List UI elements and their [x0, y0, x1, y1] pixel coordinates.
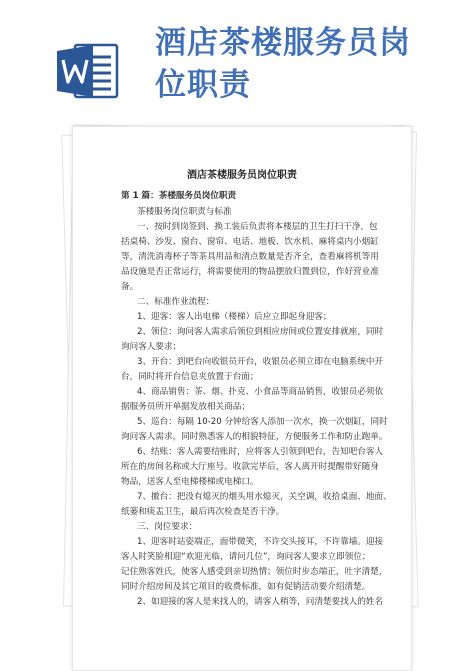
paragraph-line: 7、撤台：把没有熄灭的烟头用水熄灭，关空调，收拾桌面、地面、 [137, 492, 392, 502]
page-title: 酒店茶楼服务员岗位职责 [187, 170, 297, 181]
word-icon [57, 43, 119, 99]
paragraph-line: 同时介绍房间及其它项目的收费标准，如有促销活动要介绍清楚。 [121, 582, 371, 592]
document-page [72, 126, 412, 671]
paragraph-line: 物品，送客人至电梯楼梯或电梯口。 [121, 477, 259, 487]
section-heading: 第 1 篇：茶楼服务员岗位职责 [121, 191, 237, 201]
paragraph-line: 等，清洗消毒杯子等茶具用品和清点数量是否齐全，查看麻将机等用 [121, 252, 379, 262]
paragraph-line: 纸篓和痰盂卫生，最后再次检查是否干净。 [121, 507, 285, 517]
paragraph-line: 2、如迎接的客人是来找人的，请客人稍等，问清楚要找人的姓名 [137, 597, 384, 607]
paragraph-line: 茶楼服务岗位职责与标准 [137, 207, 232, 217]
paragraph-line: 5、巡台：每隔 10-20 分钟给客人添加一次水，换一次烟缸，同时 [137, 417, 388, 427]
paragraph-line: 三、岗位要求： [137, 522, 198, 532]
paragraph-line: 询问客人需求，同时熟悉客人的相貌特征，方便服务工作和防止跑单。 [121, 432, 388, 442]
title-line-1: 酒店茶楼服务员岗 [155, 25, 411, 61]
paragraph-line: 6、结账：客人需要结账时，应将客人引领到吧台，告知吧台客人 [137, 447, 384, 457]
paragraph-line: 1、迎客：客人出电梯（楼梯）后应立即起身迎客； [137, 312, 332, 322]
paragraph-line: 备。 [121, 282, 139, 292]
paragraph-line: 二、标准作业流程： [137, 297, 215, 307]
paragraph-line: 3、开台：到吧台向收银员开台，收银员必须立即在电脑系统中开 [137, 357, 384, 367]
paragraph-line: 据服务员所开单据发放相关商品； [121, 402, 250, 412]
paragraph-line: 1、迎客时站姿端正，面带微笑，不许交头接耳，不许靠墙。迎接 [137, 537, 384, 547]
paragraph-line: 询问客人要求； [121, 342, 182, 352]
paragraph-line: 记住熟客姓氏，使客人感受到亲切热情；领位时步态端正，吐字清楚， [121, 567, 388, 577]
paragraph-line: 括桌椅、沙发、窗台、窗帘、电话、地板、饮水机、麻将桌内小烟缸 [121, 237, 379, 247]
title-line-2: 位职责 [155, 67, 251, 103]
paragraph-line: 一、按时到岗签到、换工装后负责将本楼层的卫生打扫干净，包 [137, 222, 378, 232]
paragraph-line: 品设施是否正常运行，将需要使用的物品摆放归置到位，作好营业准 [121, 267, 379, 277]
paragraph-line: 2、领位：询问客人需求后领位到相应房间或位置安排就座，同时 [137, 327, 384, 337]
paragraph-line: 4、商品销售：茶、烟、扑克、小食品等商品销售，收银员必须依 [137, 387, 384, 397]
document-header [0, 0, 474, 118]
document-title-banner [155, 22, 455, 106]
paragraph-line: 客人时笑脸相迎“欢迎光临，请问几位”，询问客人要求立即领位； [121, 552, 371, 562]
paragraph-line: 台，同时将开台信息夹放置于台面； [121, 372, 259, 382]
paragraph-line: 所在的房间名称或大厅座号。收款完毕后，客人离开时提醒带好随身 [121, 462, 379, 472]
